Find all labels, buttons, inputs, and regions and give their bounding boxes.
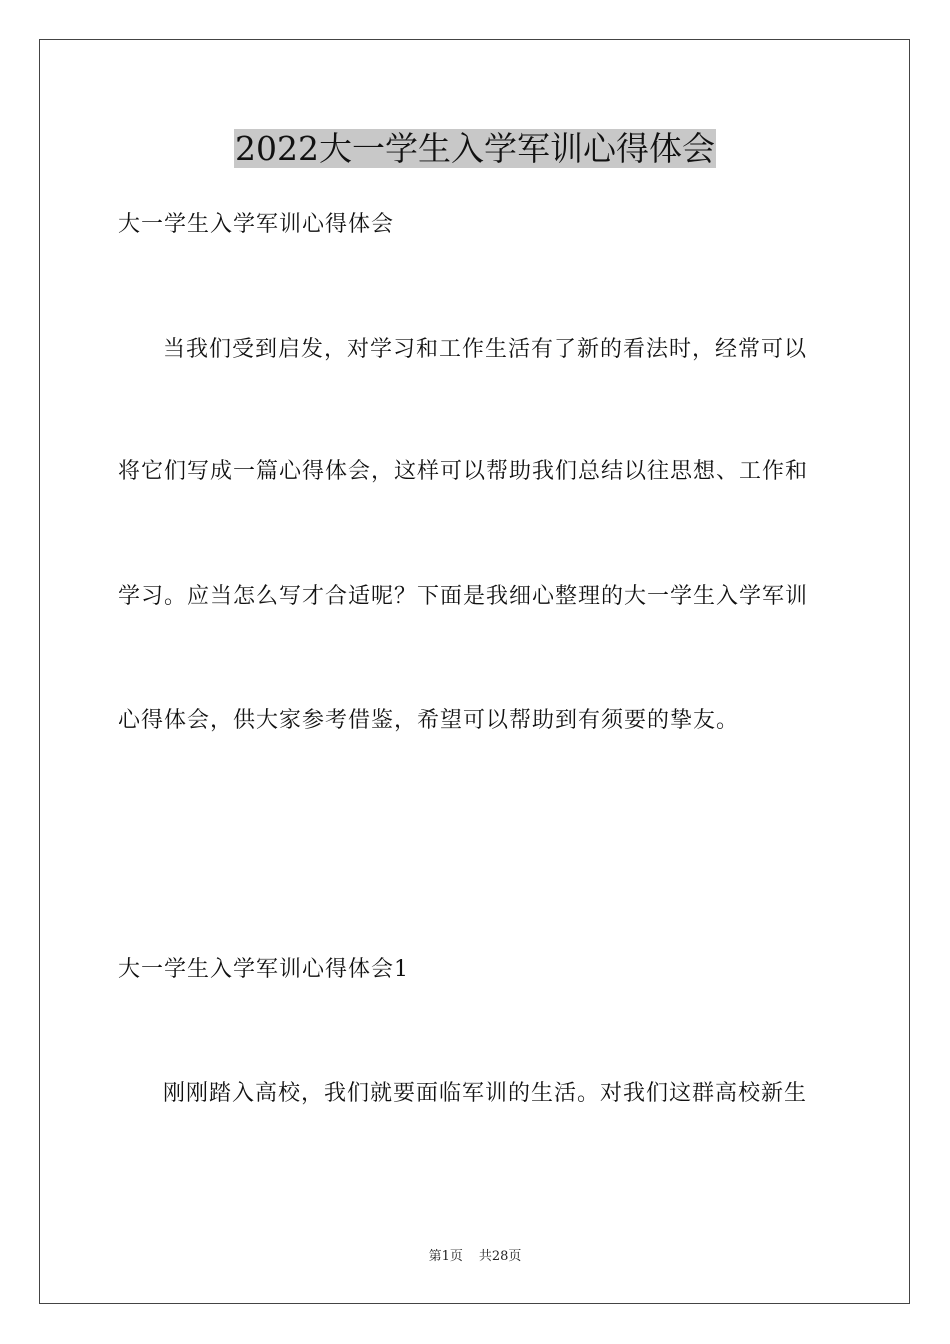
intro-line-4: 心得体会，供大家参考借鉴，希望可以帮助到有须要的挚友。	[118, 708, 740, 733]
subtitle: 大一学生入学军训心得体会	[118, 212, 395, 237]
title-text: 2022大一学生入学军训心得体会	[235, 129, 715, 168]
intro-line-3: 学习。应当怎么写才合适呢？下面是我细心整理的大一学生入学军训	[118, 584, 809, 609]
intro-line-2: 将它们写成一篇心得体会，这样可以帮助我们总结以往思想、工作和	[118, 459, 809, 484]
document-title	[0, 128, 950, 170]
page-footer	[0, 1248, 950, 1266]
page-number: 第1页	[428, 1249, 463, 1264]
section-heading: 大一学生入学军训心得体会1	[118, 957, 409, 982]
intro-line-1: 当我们受到启发，对学习和工作生活有了新的看法时，经常可以	[163, 337, 808, 362]
page-total: 共28页	[478, 1249, 522, 1264]
section-line-1: 刚刚踏入高校，我们就要面临军训的生活。对我们这群高校新生	[163, 1081, 808, 1106]
